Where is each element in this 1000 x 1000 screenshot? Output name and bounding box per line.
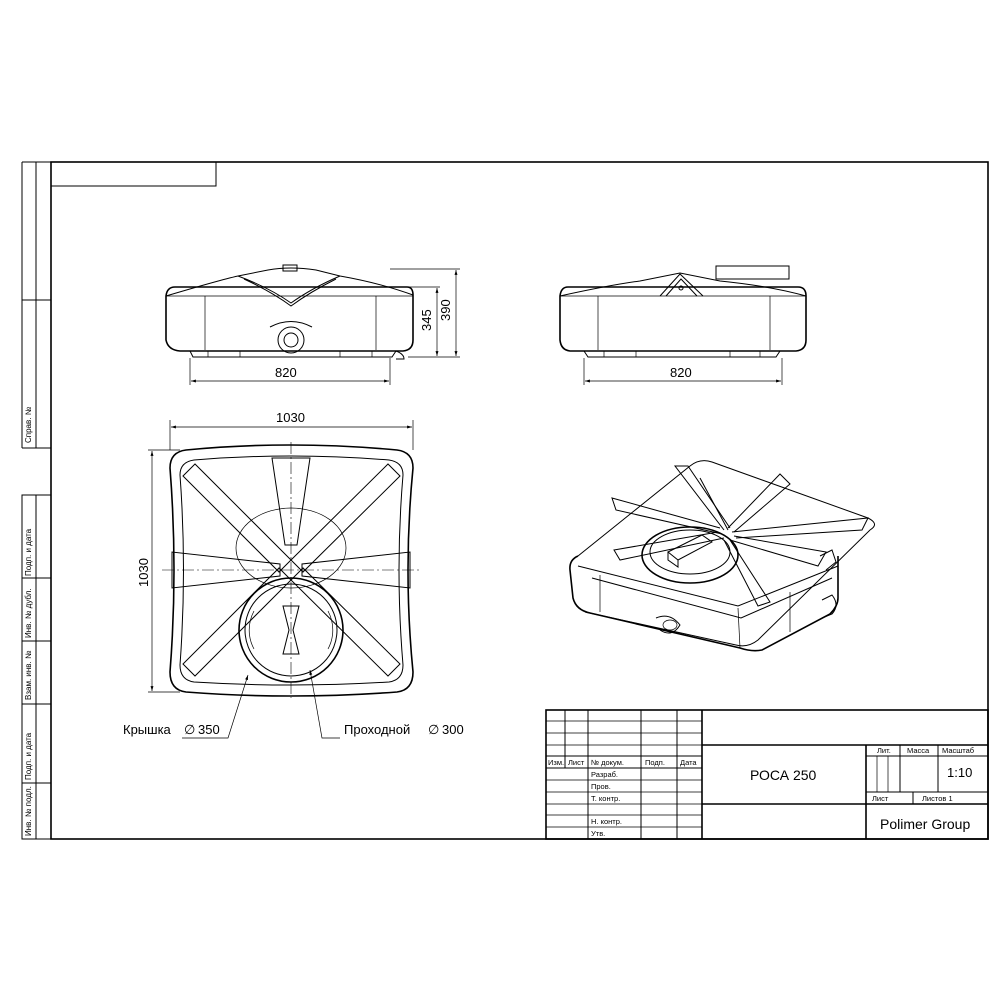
- tb-scale: 1:10: [947, 765, 973, 780]
- stamp-inv-dubl: Инв. № дубл.: [24, 588, 33, 638]
- tb-massa: Масса: [907, 746, 930, 755]
- tb-col-doc: № докум.: [591, 758, 624, 767]
- tb-company: Polimer Group: [880, 816, 971, 832]
- dim-front-345: 345: [419, 309, 434, 331]
- tb-col-izm: Изм.: [548, 758, 565, 767]
- isometric-view: [570, 461, 875, 651]
- lid-diameter-symbol: ∅: [184, 722, 196, 737]
- pass-diameter-symbol: ∅: [428, 722, 440, 737]
- tb-row-utv: Утв.: [591, 829, 606, 838]
- stamp-inv-podl: Инв. № подл.: [24, 786, 33, 836]
- tb-product-name: РОСА 250: [750, 767, 817, 783]
- pass-diameter-value: 300: [442, 722, 464, 737]
- dim-front-390: 390: [438, 299, 453, 321]
- stamp-vzam-inv: Взам. инв. №: [24, 650, 33, 700]
- tb-sheets: Листов 1: [922, 794, 953, 803]
- tb-row-tkontr: Т. контр.: [591, 794, 621, 803]
- sheet-frame: [22, 162, 988, 839]
- dim-side-820: 820: [670, 365, 692, 380]
- tb-col-date: Дата: [680, 758, 697, 767]
- tb-sheet: Лист: [872, 794, 889, 803]
- tb-row-prov: Пров.: [591, 782, 611, 791]
- tb-lit: Лит.: [877, 746, 891, 755]
- stamp-sprav: Справ. №: [24, 406, 33, 443]
- dim-front-820: 820: [275, 365, 297, 380]
- tb-col-podp: Подп.: [645, 758, 665, 767]
- tb-col-list: Лист: [568, 758, 585, 767]
- lid-diameter-value: 350: [198, 722, 220, 737]
- front-view: [166, 265, 460, 385]
- stamp-podp-data-1: Подп. и дата: [24, 528, 33, 576]
- pass-label: Проходной: [344, 722, 411, 737]
- tb-row-razrab: Разраб.: [591, 770, 619, 779]
- tb-row-nkontr: Н. контр.: [591, 817, 622, 826]
- top-view: [148, 420, 420, 738]
- lid-label: Крышка: [123, 722, 171, 737]
- stamp-podp-data-2: Подп. и дата: [24, 732, 33, 780]
- dim-top-1030-height: 1030: [136, 558, 151, 587]
- tb-masshtab: Масштаб: [942, 746, 975, 755]
- dim-top-1030-width: 1030: [276, 410, 305, 425]
